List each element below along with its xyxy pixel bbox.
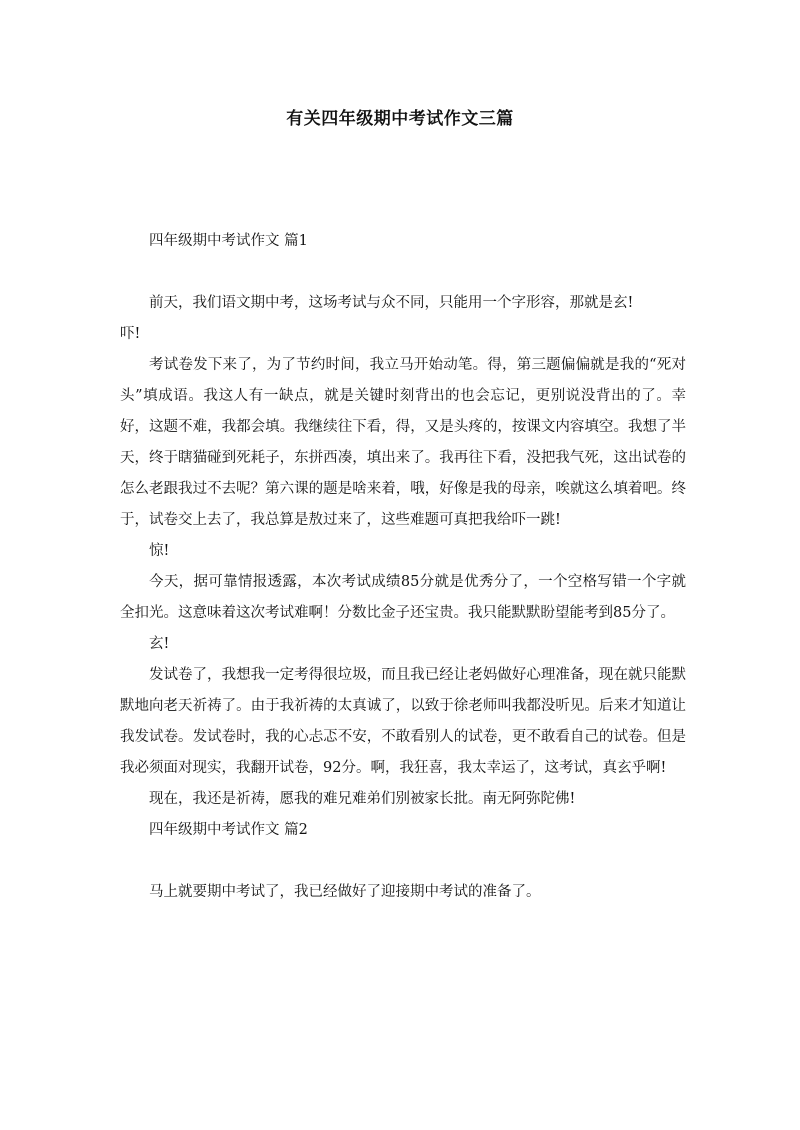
paragraph: 惊! bbox=[149, 543, 170, 559]
paragraph: 前天，我们语文期中考，这场考试与众不同，只能用一个字形容，那就是玄! bbox=[149, 295, 634, 311]
paragraph: 玄! bbox=[149, 636, 170, 652]
section-heading: 四年级期中考试作文 篇1 bbox=[149, 233, 308, 249]
spacer bbox=[120, 257, 686, 288]
paragraph: 吓! bbox=[120, 326, 141, 342]
paragraph: 现在，我还是祈祷，愿我的难兄难弟们别被家长批。南无阿弥陀佛! bbox=[149, 791, 576, 807]
document-body bbox=[120, 226, 686, 908]
document-title: 有关四年级期中考试作文三篇 bbox=[286, 109, 514, 129]
paragraph: 发试卷了，我想我一定考得很垃圾，而且我已经让老妈做好心理准备，现在就只能默默地向老天祈祷了。由于我祈祷的太真诚了，以致于徐老师叫我都没听见。后来才知道让我发试卷。发试卷时，我的心忐忑不安，不敢看别人的试卷，更不敢看自己的试卷。但是我必须面对现实，我翻开试卷，92分。啊，我狂喜，我太幸运了，这考试，真玄乎啊! bbox=[120, 667, 686, 776]
section-heading: 四年级期中考试作文 篇2 bbox=[149, 822, 308, 838]
paragraph: 马上就要期中考试了，我已经做好了迎接期中考试的准备了。 bbox=[149, 884, 541, 900]
paragraph: 今天，据可靠情报透露，本次考试成绩85分就是优秀分了，一个空格写错一个字就全扣光。这意味着这次考试难啊！分数比金子还宝贵。我只能默默盼望能考到85分了。 bbox=[120, 574, 686, 621]
spacer bbox=[120, 846, 686, 877]
paragraph: 考试卷发下来了，为了节约时间，我立马开始动笔。得，第三题偏偏就是我的“死对头”填成语。我这人有一缺点，就是关键时刻背出的也会忘记，更别说没背出的了。幸好，这题不难，我都会填。我继续往下看，得，又是头疼的，按课文内容填空。我想了半天，终于瞎猫碰到死耗子，东拼西凑，填出来了。我再往下看，没把我气死，这出试卷的怎么老跟我过不去呢？第六课的题是啥来着，哦，好像是我的母亲，唉就这么填着吧。终于，试卷交上去了，我总算是敖过来了，这些难题可真把我给吓一跳! bbox=[120, 357, 686, 528]
